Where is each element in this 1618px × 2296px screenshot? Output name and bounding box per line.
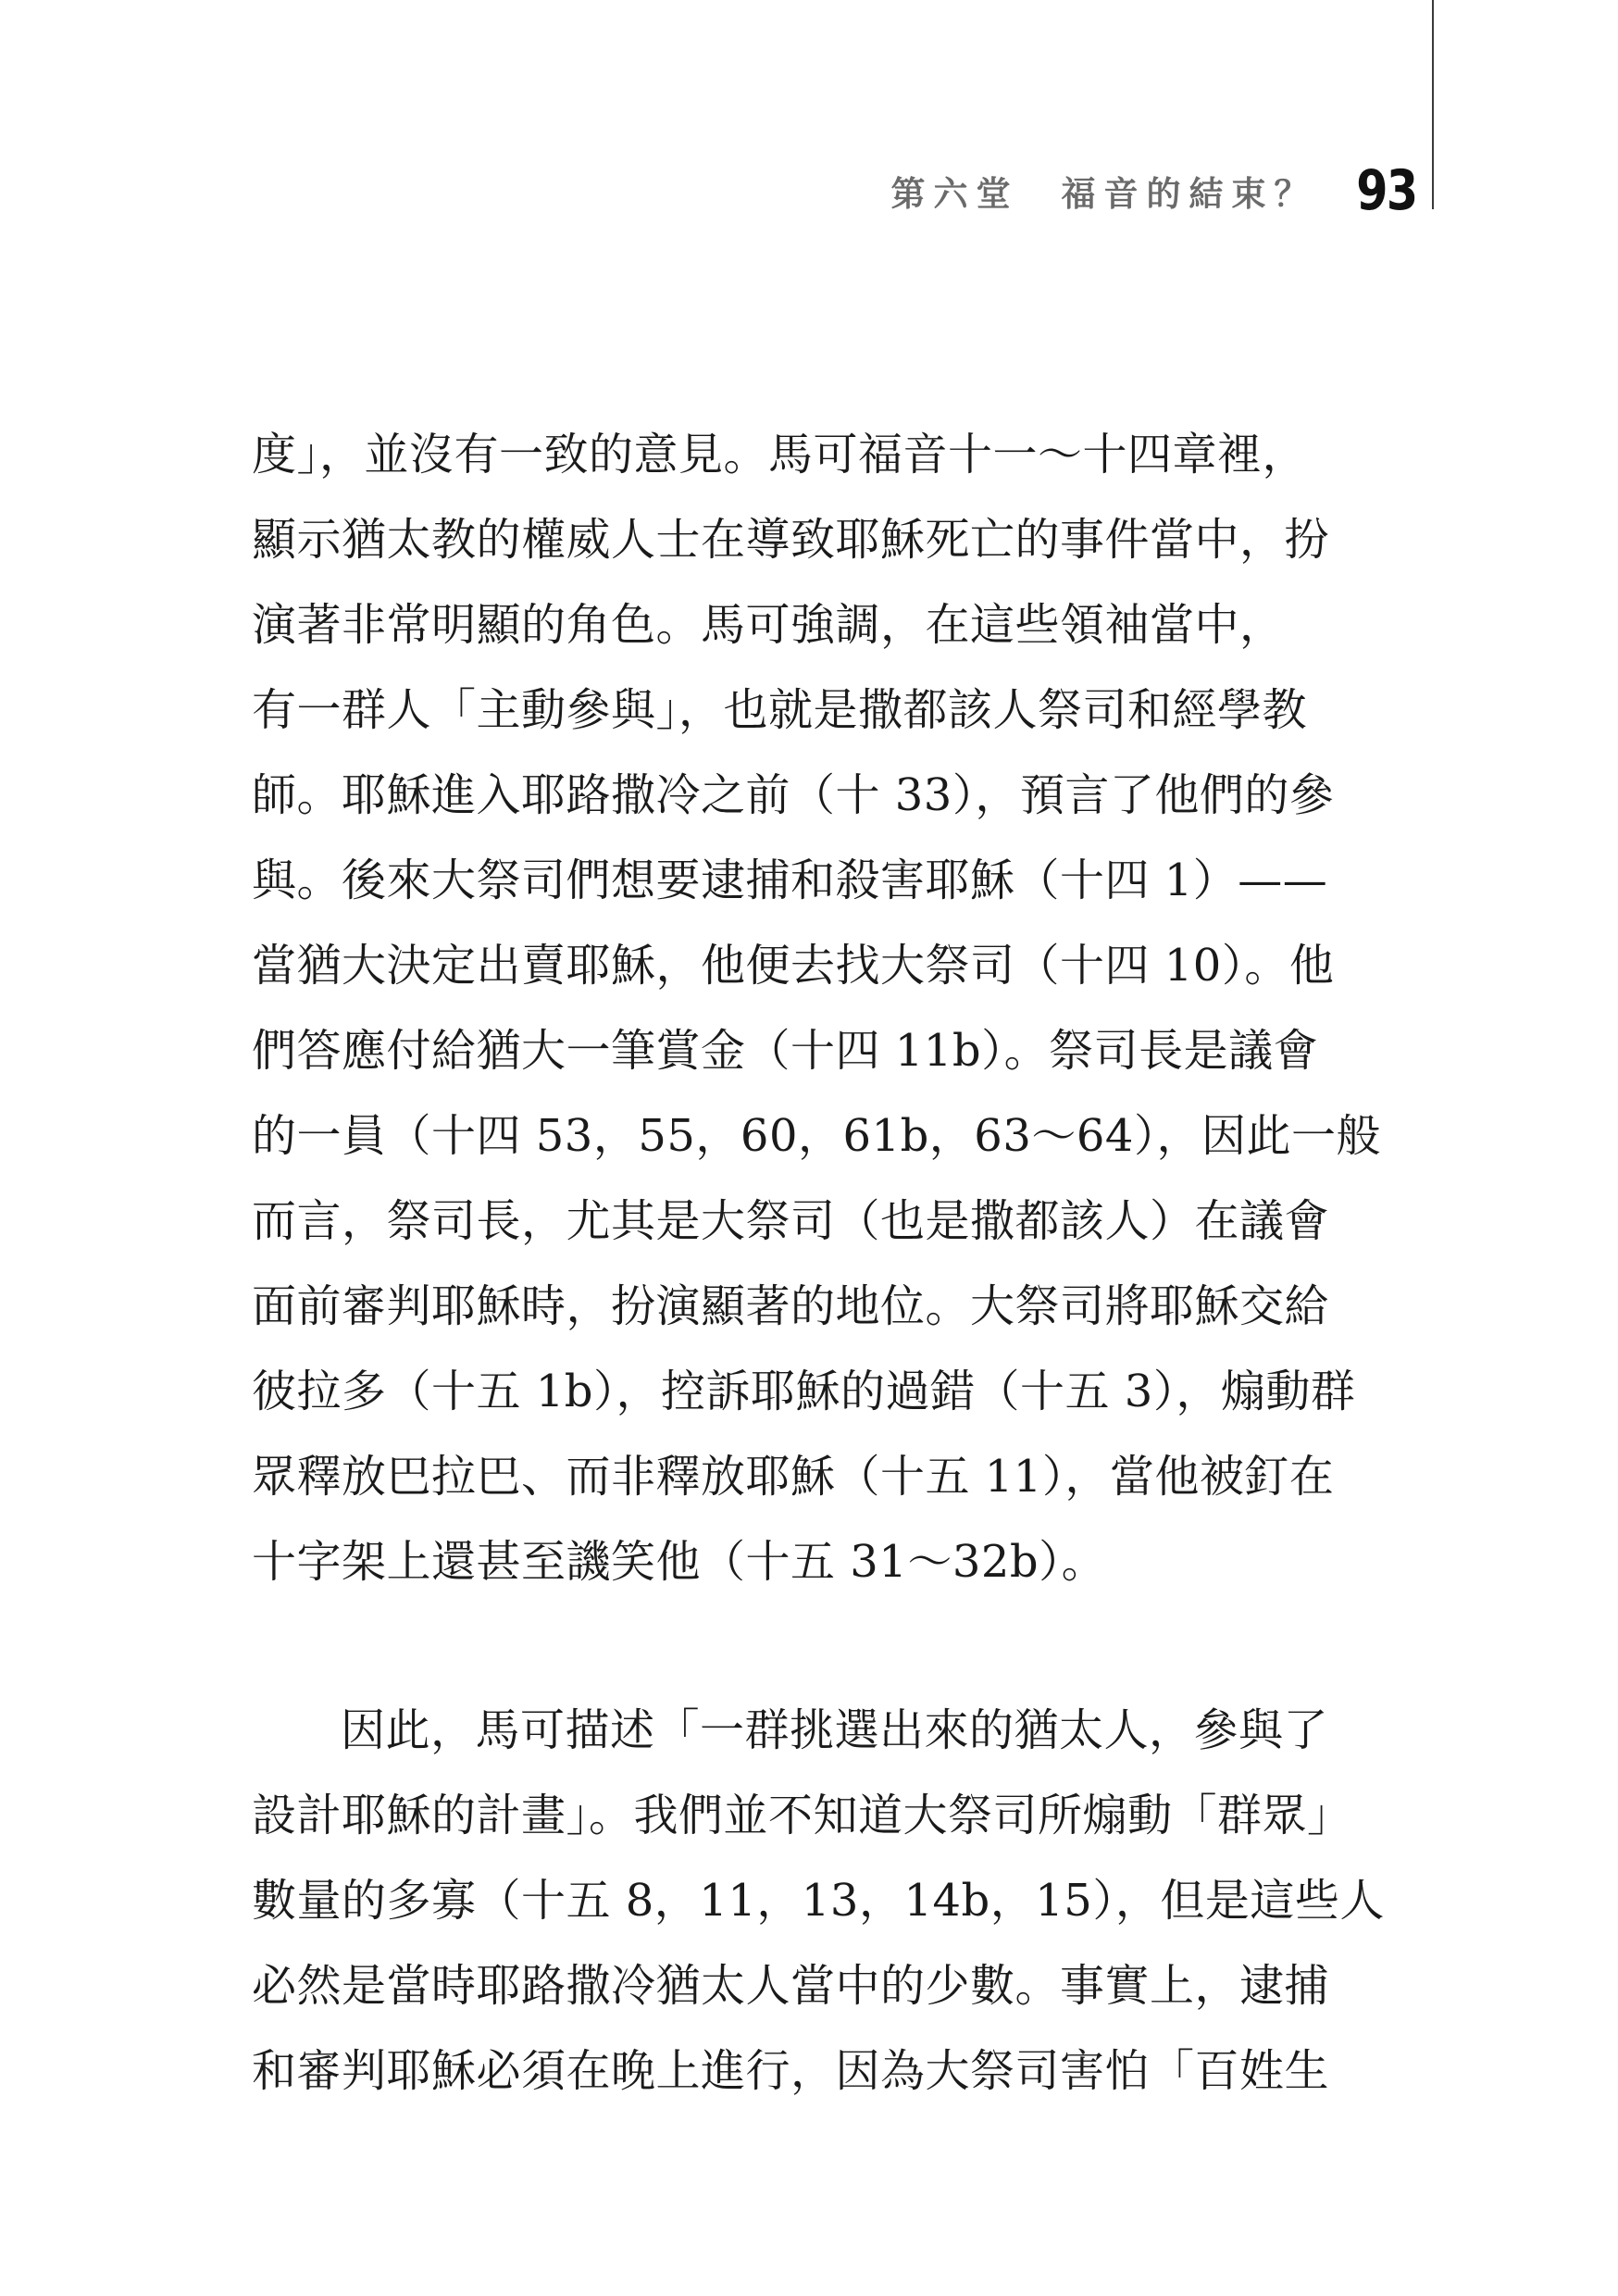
- text-line: 十字架上還甚至譏笑他（十五 31～32b）。: [252, 1536, 1107, 1588]
- running-title: 第六堂 福音的結束？: [890, 174, 1317, 214]
- text-line: 必然是當時耶路撒冷猶太人當中的少數。事實上，逮捕: [252, 1960, 1330, 2012]
- paragraph-2: [252, 1688, 1385, 2114]
- page-number: 93: [1355, 158, 1416, 223]
- paragraph-1: [252, 412, 1381, 1604]
- text-line: 演著非常明顯的角色。馬可強調，在這些領袖當中，: [252, 599, 1285, 651]
- header-vertical-rule: [1432, 0, 1434, 209]
- text-line: 當猶大決定出賣耶穌，他便去找大祭司（十四 10）。他: [252, 940, 1335, 992]
- paragraph-gap: [252, 1604, 1381, 1688]
- text-line: 與。後來大祭司們想要逮捕和殺害耶穌（十四 1）——: [252, 855, 1328, 906]
- text-line: 顯示猶太教的權威人士在導致耶穌死亡的事件當中，扮: [252, 514, 1330, 566]
- text-line: 設計耶穌的計畫」。我們並不知道大祭司所煽動「群眾」: [252, 1790, 1352, 1841]
- text-line: 和審判耶穌必須在晚上進行，因為大祭司害怕「百姓生: [252, 2045, 1330, 2097]
- text-line: 面前審判耶穌時，扮演顯著的地位。大祭司將耶穌交給: [252, 1280, 1330, 1332]
- text-line: 師。耶穌進入耶路撒冷之前（十 33），預言了他們的參: [252, 769, 1335, 821]
- text-line: 度」，並沒有一致的意見。馬可福音十一～十四章裡，: [252, 429, 1308, 480]
- text-line: 的一員（十四 53，55，60，61b，63～64），因此一般: [252, 1110, 1381, 1162]
- text-line: 彼拉多（十五 1b），控訴耶穌的過錯（十五 3），煽動群: [252, 1366, 1356, 1417]
- text-line: 們答應付給猶大一筆賞金（十四 11b）。祭司長是議會: [252, 1025, 1319, 1077]
- page-header: [891, 154, 1417, 228]
- body-text: [252, 412, 1385, 2114]
- text-line: 眾釋放巴拉巴、而非釋放耶穌（十五 11），當他被釘在: [252, 1451, 1335, 1503]
- text-line: 有一群人「主動參與」，也就是撒都該人祭司和經學教: [252, 684, 1308, 736]
- text-line: 因此，馬可描述「一群挑選出來的猶太人，參與了: [341, 1704, 1329, 1756]
- text-line: 數量的多寡（十五 8，11，13，14b，15），但是這些人: [252, 1875, 1385, 1927]
- text-line: 而言，祭司長，尤其是大祭司（也是撒都該人）在議會: [252, 1195, 1330, 1247]
